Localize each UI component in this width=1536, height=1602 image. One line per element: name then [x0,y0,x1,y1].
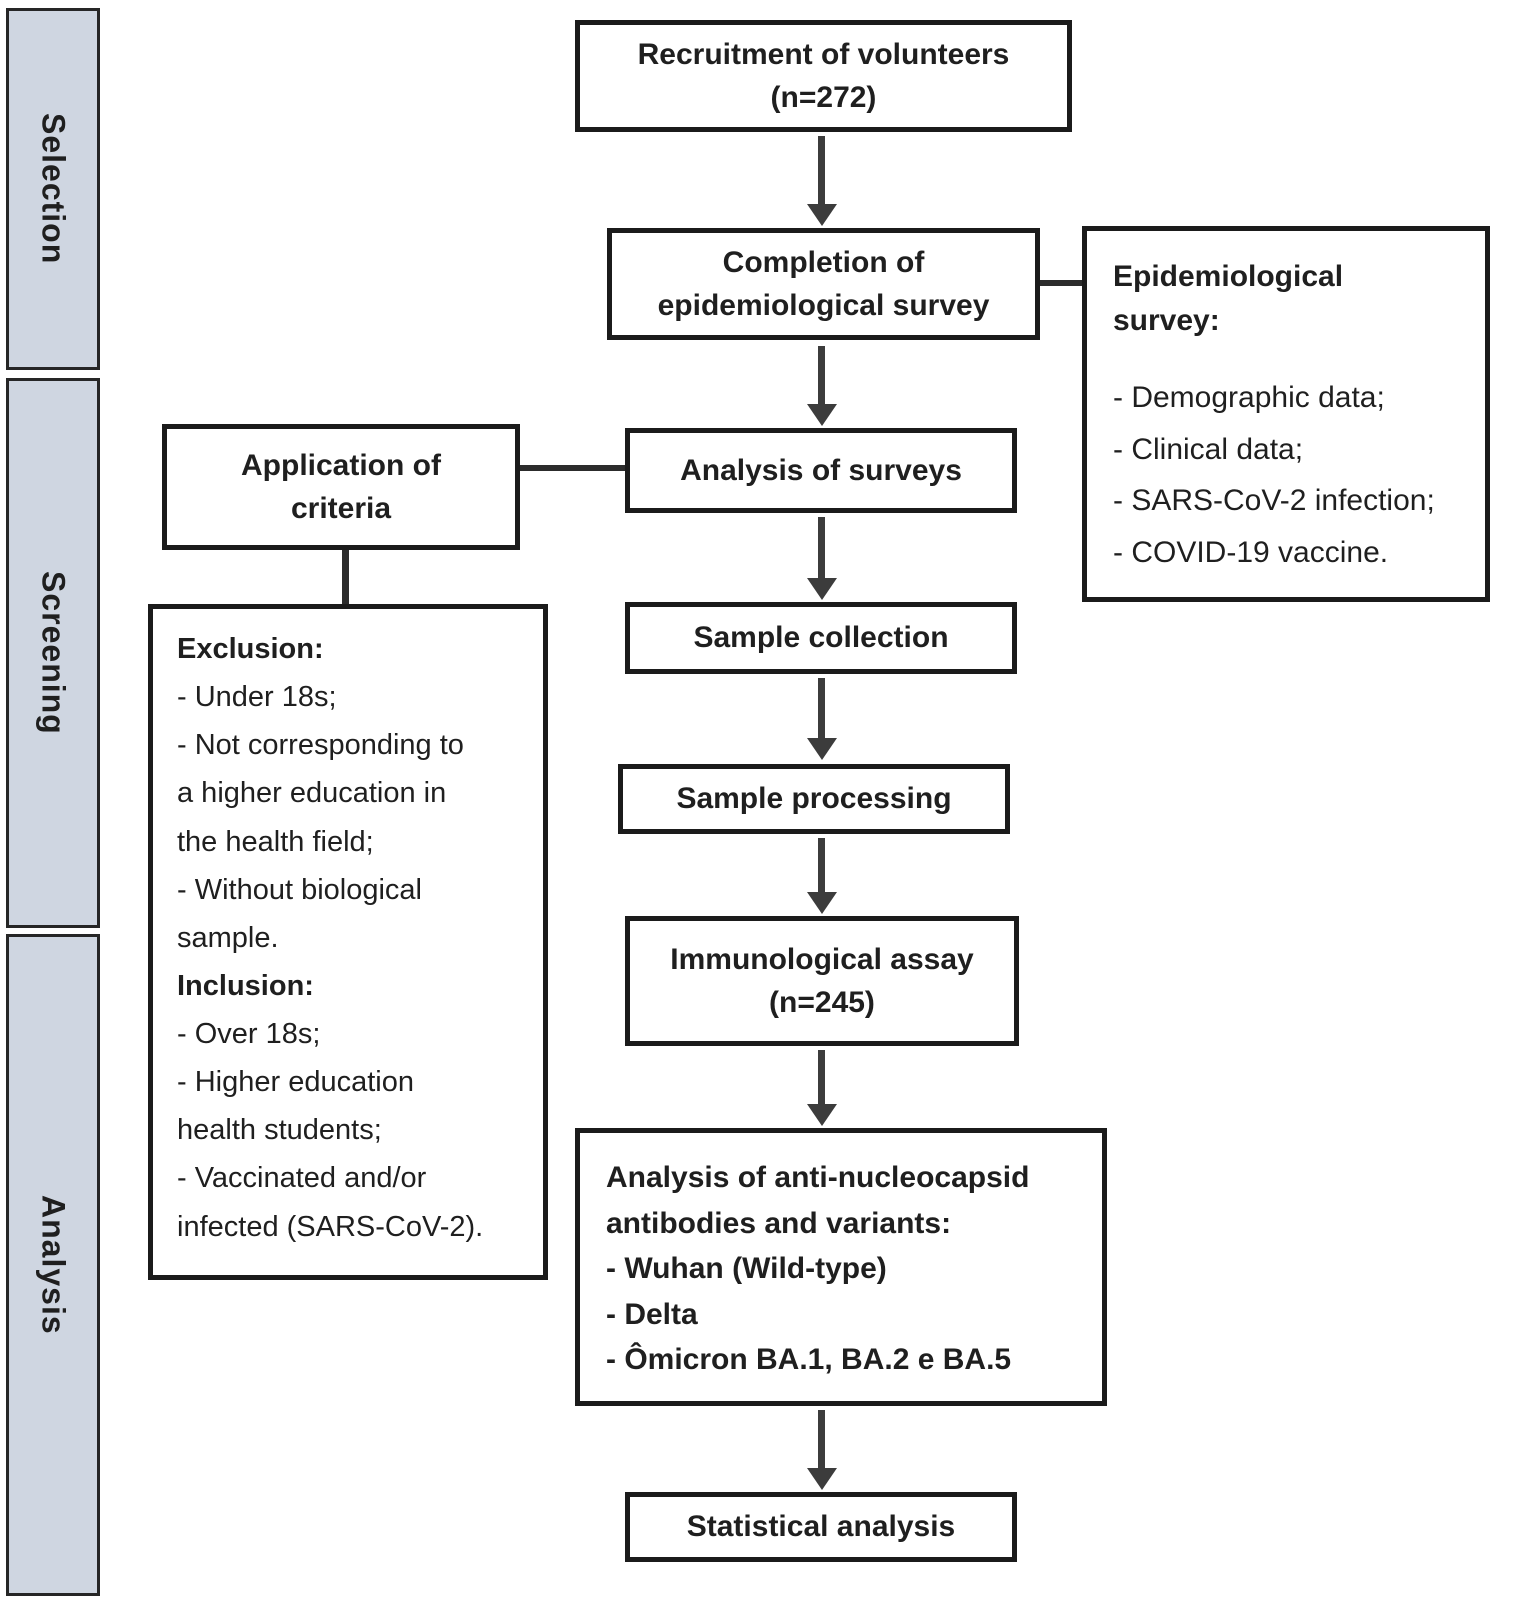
completion-line1: Completion of [722,245,925,279]
arrow-processing-to-assay [818,838,825,892]
variants-item: - Delta [606,1297,698,1331]
epi-survey-item: - SARS-CoV-2 infection; [1113,484,1435,518]
epi-survey-title-line1: Epidemiological [1113,260,1344,293]
immunological-line1: Immunological assay [670,942,974,976]
connector-completion-to-episurvey [1040,280,1082,286]
arrow-variants-to-statistical [818,1410,825,1468]
variants-item: - Wuhan (Wild-type) [606,1252,887,1286]
variants-heading: Analysis of anti-nucleocapsid antibodies and variants: [606,1161,1030,1240]
inclusion-item: - Higher education health students; [177,1066,414,1147]
statistical-label: Statistical analysis [686,1510,956,1544]
epi-survey-items [1113,372,1435,578]
exclusion-title: Exclusion: [177,633,324,665]
epi-survey-title-line2: survey: [1113,303,1220,337]
epi-survey-item: - COVID-19 vaccine. [1113,535,1389,569]
arrow-collection-to-processing [818,678,825,738]
inclusion-item: - Over 18s; [177,1018,321,1050]
inclusion-title: Inclusion: [177,969,314,1002]
sidebar-label-analysis: Analysis [35,1195,72,1335]
sidebar-section-screening [6,378,100,928]
exclusion-inclusion-box [148,604,548,1280]
sidebar-label-selection: Selection [35,113,72,265]
criteria-line1: Application of [241,448,441,482]
sidebar-label-screening: Screening [35,571,72,735]
connector-criteria-to-analysis [520,465,625,471]
sidebar-section-analysis [6,934,100,1596]
sample-collection-box [625,602,1017,674]
analysis-surveys-label: Analysis of surveys [680,453,962,487]
sample-processing-label: Sample processing [676,782,952,816]
arrow-recruitment-to-completion [818,136,825,204]
completion-survey-box [607,228,1040,340]
epi-survey-item: - Clinical data; [1113,432,1304,466]
sample-processing-box [618,764,1010,834]
immunological-count: (n=245) [769,986,875,1019]
sidebar-section-selection [6,8,100,370]
criteria-line2: criteria [290,492,392,525]
exclusion-item: - Without biological sample. [177,873,422,954]
connector-criteria-to-detail [342,550,349,604]
variants-analysis-box [575,1128,1107,1406]
variants-item: - Ômicron BA.1, BA.2 e BA.5 [606,1343,1012,1377]
recruitment-box [575,20,1072,132]
application-criteria-box [162,424,520,550]
exclusion-item: - Under 18s; [177,681,337,714]
epi-survey-item: - Demographic data; [1113,381,1385,414]
analysis-surveys-box [625,428,1017,513]
arrow-assay-to-variants [818,1050,825,1104]
immunological-assay-box [625,916,1019,1046]
inclusion-item: - Vaccinated and/or infected (SARS-CoV-2). [177,1162,484,1243]
epidemiological-survey-box [1082,226,1490,602]
sample-collection-label: Sample collection [693,621,949,655]
statistical-analysis-box [625,1492,1017,1562]
recruitment-count: (n=272) [770,81,877,114]
completion-line2: epidemiological survey [657,289,990,322]
recruitment-line1: Recruitment of volunteers [637,37,1010,71]
arrow-analysis-to-collection [818,517,825,578]
exclusion-item: - Not corresponding to a higher education in the health field; [177,729,464,858]
arrow-completion-to-analysis [818,346,825,404]
